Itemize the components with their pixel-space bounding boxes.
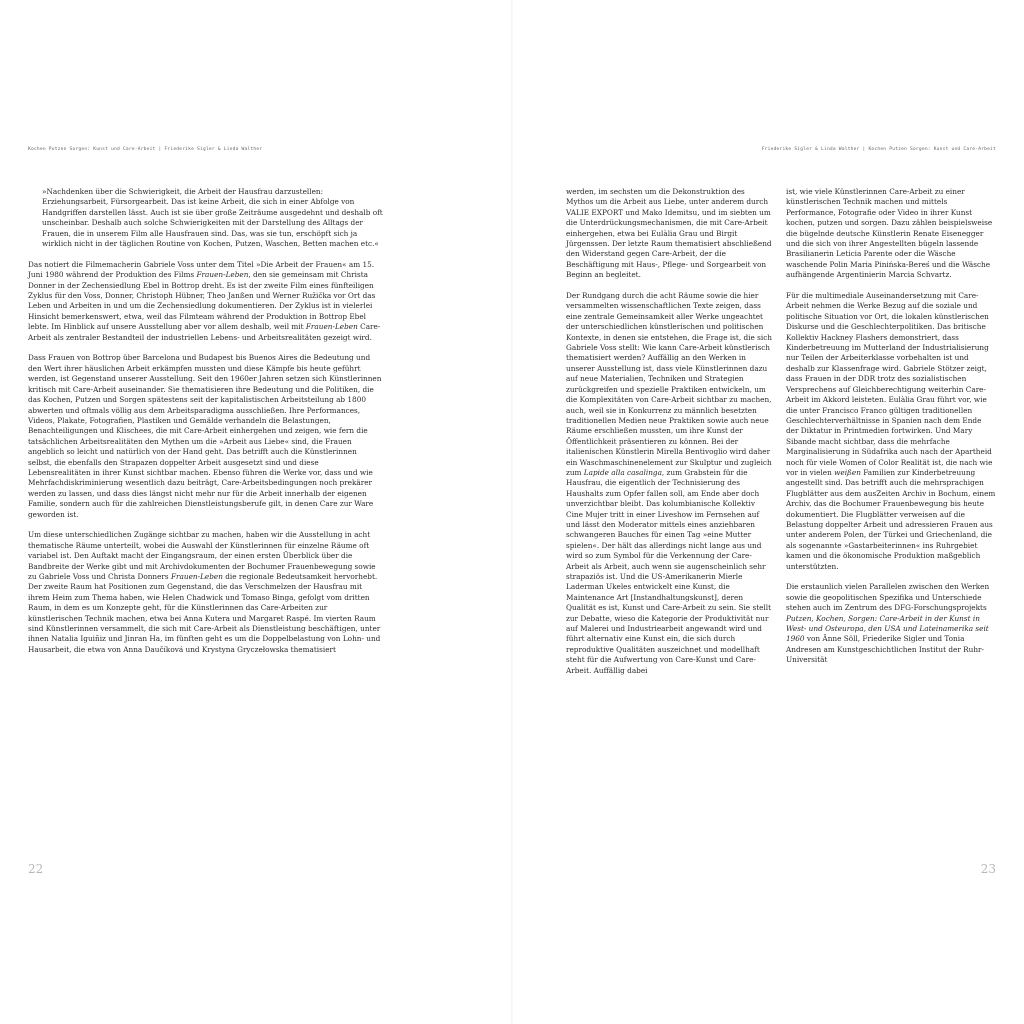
artwork-title: Lapide alla casalinga [583, 467, 662, 477]
paragraph-4: werden, im sechsten um die Dekonstruktion des Mythos um die Arbeit aus Liebe, unter anderem durch VALIE EXPORT und Mako Idemitsu, und im siebten um die Unterdrückungsmechanismen, die mit Care-Arbeit einhergehen, etwa bei Eulàlia Grau und Birgit Jürgenssen. Der letzte Raum thematisiert abschließend den Widerstand gegen Care-Arbeit, der die Beschäftigung mit Haus-, Pflege- und Sorgearbeit von Beginn an begleitet. [566, 187, 772, 280]
film-title: Frauen-Leben [170, 571, 223, 581]
paragraph-7: Für die multimediale Auseinandersetzung mit Care-Arbeit nehmen die Werke Bezug auf die soziale und politische Situation vor Ort, die lokalen künstlerischen Diskurse und die Geschlechterpolitiken. Das britische Kollektiv Hackney Flashers demonstriert, dass Kinderbetreuung im Mutterland der Industrialisierung nur Teilen der Arbeiterklasse vorbehalten ist und deshalb zur Klassenfrage wird. Gabriele Stötzer zeigt, dass Frauen in der DDR trotz des sozialistischen Versprechens auf Gleichberechtigung weiterhin Care-Arbeit im Akkord leisteten. Eulàlia Grau führt vor, wie die unter Francisco Franco gültigen traditionellen Geschlechterverhältnisse in Spanien nach dem Ende der Diktatur in Printmedien fortwirken. Und Mary Sibande macht sichtbar, dass die mehrfache Marginalisierung in Südafrika auch nach der Apartheid noch für viele Women of Color Realität ist, die nach wie vor in vielen weißen Familien zur Kinderbetreuung angestellt sind. Das betrifft auch die mehrsprachigen Flugblätter aus dem ausZeiten Archiv in Bochum, einem Archiv, das die Bochumer Frauenbewegung bis heute dokumentiert. Die Flugblätter verweisen auf die Belastung doppelter Arbeit und adressieren Frauen aus unter anderem Polen, der Türkei und Griechenland, die als sogenannte »Gastarbeiterinnen« ins Ruhrgebiet kamen und die ökonomische Produktion maßgeblich unterstützten. [786, 291, 996, 571]
paragraph-6: ist, wie viele Künstlerinnen Care-Arbeit zu einer künstlerischen Technik machen und mittels Performance, Fotografie oder Video in ihrer Kunst kochen, putzen und sorgen. Dazu zählen beispielsweise die bügelnde deutsche Künstlerin Renate Eisenegger und die sich von ihrer Angestellten bügeln lassende Brasilianerin Leticia Parente oder die Wäsche waschende Polin Maria Pinińska-Bereś und die Wäsche aufhängende Argentinierin Marcia Schvartz. [786, 187, 993, 280]
opening-quote: »Nachdenken über die Schwierigkeit, die Arbeit der Hausfrau darzustellen: Erziehungsarbeit, Fürsorgearbeit. Das ist keine Arbeit, die sich in einer Abfolge von Handgriffen darstellen lässt. Auch ist sie über große Zeiträume ausgedehnt und deshalb oft unscheinbar. Deshalb auch solche Schwierigkeiten mit der Darstellung des Alltags der Frauen, die in unserem Film alle Hausfrauen sind. Das, was sie tun, erschöpft sich ja wirklich nicht in der täglichen Routine von Kochen, Putzen, Waschen, Betten machen etc.« [42, 187, 383, 249]
right-page-column-1 [566, 187, 772, 676]
paragraph-1: Das notiert die Filmemacherin Gabriele Voss unter dem Titel »Die Arbeit der Frauen« am 15. Juni 1980 während der Produktion des Films Frauen-Leben, den sie gemeinsam mit Christa Donner in der Zechensiedlung Ebel in Bottrop dreht. Es ist der zweite Film eines fünfteiligen Zyklus für den Voss, Donner, Christoph Hübner, Theo Janßen und Werner Ružička vor Ort das Leben und Arbeiten in und um die Zechensiedlung dokumentieren. Der Zyklus ist in vielerlei Hinsicht bemerkenswert, etwa, weil das Filmteam während der Produktion in Bottrop Ebel lebte. Im Hinblick auf unsere Ausstellung aber vor allem deshalb, weil mit Frauen-Leben Care-Arbeit als zentraler Bestandteil der industriellen Lebens- und Arbeitsrealitäten gezeigt wird. [28, 259, 381, 342]
emphasis-word: weißen [834, 467, 861, 477]
paragraph-2: Dass Frauen von Bottrop über Barcelona und Budapest bis Buenos Aires die Bedeutung und den Wert ihrer häuslichen Arbeit erkämpfen mussten und diese Kämpfe bis heute geführt werden, ist Gegenstand unserer Ausstellung. Seit den 1960er Jahren setzen sich Künstlerinnen kritisch mit Care-Arbeit auseinander. Sie thematisieren ihre Bedeutung und die Politiken, die das Kochen, Putzen und Sorgen spätestens seit der kapitalistischen Arbeitsteilung ab 1800 abwerten und oftmals völlig aus dem Arbeitsparadigma ausschließen. Ihre Performances, Videos, Plakate, Fotografien, Plastiken und Gemälde verhandeln die Belastungen, Benachteiligungen und Klischees, die mit Care-Arbeit einhergehen und zeigen, wie fern die tatsächlichen Arbeitsrealitäten den Mythen um die »Arbeit aus Liebe« sind, die Frauen angeblich so leicht und natürlich von der Hand geht. Das betrifft auch die Künstlerinnen selbst, die ebenfalls den Strapazen doppelter Arbeit ausgesetzt sind und diese Lebensrealitäten in ihrer Kunst sichtbar machen. Ebenso führen die Werke vor, dass und wie Mehrfachdiskriminierung wesentlich dazu beiträgt, Care-Arbeitsbedingungen noch prekärer werden zu lassen, und dass dies längst nicht mehr nur für die Arbeit innerhalb der eigenen Familie, sondern auch für die zahlreichen Dienstleistungsberufe gilt, in denen Care zur Ware geworden ist. [28, 353, 382, 519]
running-head-left: Kochen Putzen Sorgen: Kunst und Care-Arbeit | Friederike Sigler & Linda Walther [28, 147, 263, 152]
paragraph-8: Die erstaunlich vielen Parallelen zwischen den Werken sowie die geopolitischen Spezifika und Unterschiede stehen auch im Zentrum des DFG-Forschungsprojekts Putzen, Kochen, Sorgen: Care-Arbeit in der Kunst in West- und Osteuropa, den USA und Lateinamerika seit 1960 von Änne Söll, Friederike Sigler und Tonia Andresen am Kunstgeschichtlichen Institut der Ruhr-Universität [786, 582, 990, 665]
page-number-right: 23 [980, 862, 996, 876]
running-head-right: Friederike Sigler & Linda Walther | Kochen Putzen Sorgen: Kunst und Care-Arbeit [761, 147, 996, 152]
page-number-left: 22 [28, 862, 44, 876]
film-title: Frauen-Leben [305, 322, 358, 332]
film-title: Frauen-Leben [196, 270, 249, 280]
left-page-column [28, 187, 383, 655]
paragraph-5: Der Rundgang durch die acht Räume sowie die hier versammelten wissenschaftlichen Texte zeigen, dass eine zentrale Gemeinsamkeit aller Werke ungeachtet der unterschiedlichen künstlerischen und politischen Kontexte, in denen sie entstehen, die Frage ist, die sich Gabriele Voss stellt: Wie kann Care-Arbeit künstlerisch thematisiert werden? Auffällig an den Werken in unserer Ausstellung ist, dass viele Künstlerinnen dazu auf neue Materialien, Techniken und Strategien zurückgreifen und spezielle Praktiken entwickeln, um die Komplexitäten von Care-Arbeit sichtbar zu machen, auch, weil sie in Konkurrenz zu männlich besetzten traditionellen Medien neue Praktiken sowie auch neue Räume erschließen mussten, um ihre Kunst der Öffentlichkeit präsentieren zu können. Bei der italienischen Künstlerin Mirella Bentivoglio wird daher ein Waschmaschinenelement zur Skulptur und zugleich zum Lapide alla casalinga, zum Grabstein für die Hausfrau, die eigentlich der Technisierung des Haushalts zum Opfer fallen soll, am Ende aber doch unverzichtbar bleibt. Das kolumbianische Kollektiv Cine Mujer tritt in einer Liveshow im Fernsehen auf und lässt den Moderator mittels eines anziehbaren schwangeren Bauches für einen Tag »eine Mutter spielen«. Der hält das allerdings nicht lange aus und wird so zum Symbol für die Verkennung der Care-Arbeit als Arbeit, auch wenn sie augenscheinlich sehr strapaziös ist. Und die US-Amerikanerin Mierle Laderman Ukeles entwickelt eine Kunst, die Maintenance Art [Instandhaltungskunst], deren Qualität es ist, Kunst und Care-Arbeit zu sein. Sie stellt zur Debatte, wieso die Kategorie der Produktivität nur auf Malerei und Industriearbeit angewandt wird und führt alternativ eine Kunst ein, die sich durch reproduktive Qualitäten auszeichnet und modellhaft steht für die Aufwertung von Care-Kunst und Care-Arbeit. Auffällig dabei [566, 291, 773, 675]
right-page-column-2 [786, 187, 996, 666]
project-title: Putzen, Kochen, Sorgen: Care-Arbeit in der Kunst in West- und Osteuropa, den USA und Lateinamerika seit 1960 [786, 613, 989, 644]
paragraph-3: Um diese unterschiedlichen Zugänge sichtbar zu machen, haben wir die Ausstellung in acht thematische Räume unterteilt, wobei die Auswahl der Künstlerinnen für einzelne Räume oft variabel ist. Den Auftakt macht der Eingangsraum, der einen ersten Überblick über die Bandbreite der Werke gibt und mit Archivdokumenten der Bochumer Frauenbewegung sowie zu Gabriele Voss und Christa Donners Frauen-Leben die regionale Bedeutsamkeit hervorhebt. Der zweite Raum hat Positionen zum Gegenstand, die das Verschmelzen der Hausfrau mit ihrem Heim zum Thema haben, wie Helen Chadwick und Tomaso Binga, gefolgt vom dritten Raum, in dem es um Konzepte geht, für die Künstlerinnen das Care-Arbeiten zur künstlerischen Technik machen, etwa bei Anna Kutera und Margaret Raspé. Im vierten Raum sind Künstlerinnen versammelt, die sich mit Care-Arbeit als Dienstleistung beschäftigen, unter ihnen Natalia Iguiñiz und Jinran Ha, im fünften geht es um die Doppelbelastung von Lohn- und Hausarbeit, die etwa von Anna Daučíková und Krystyna Gryczełowska thematisiert [28, 530, 381, 654]
